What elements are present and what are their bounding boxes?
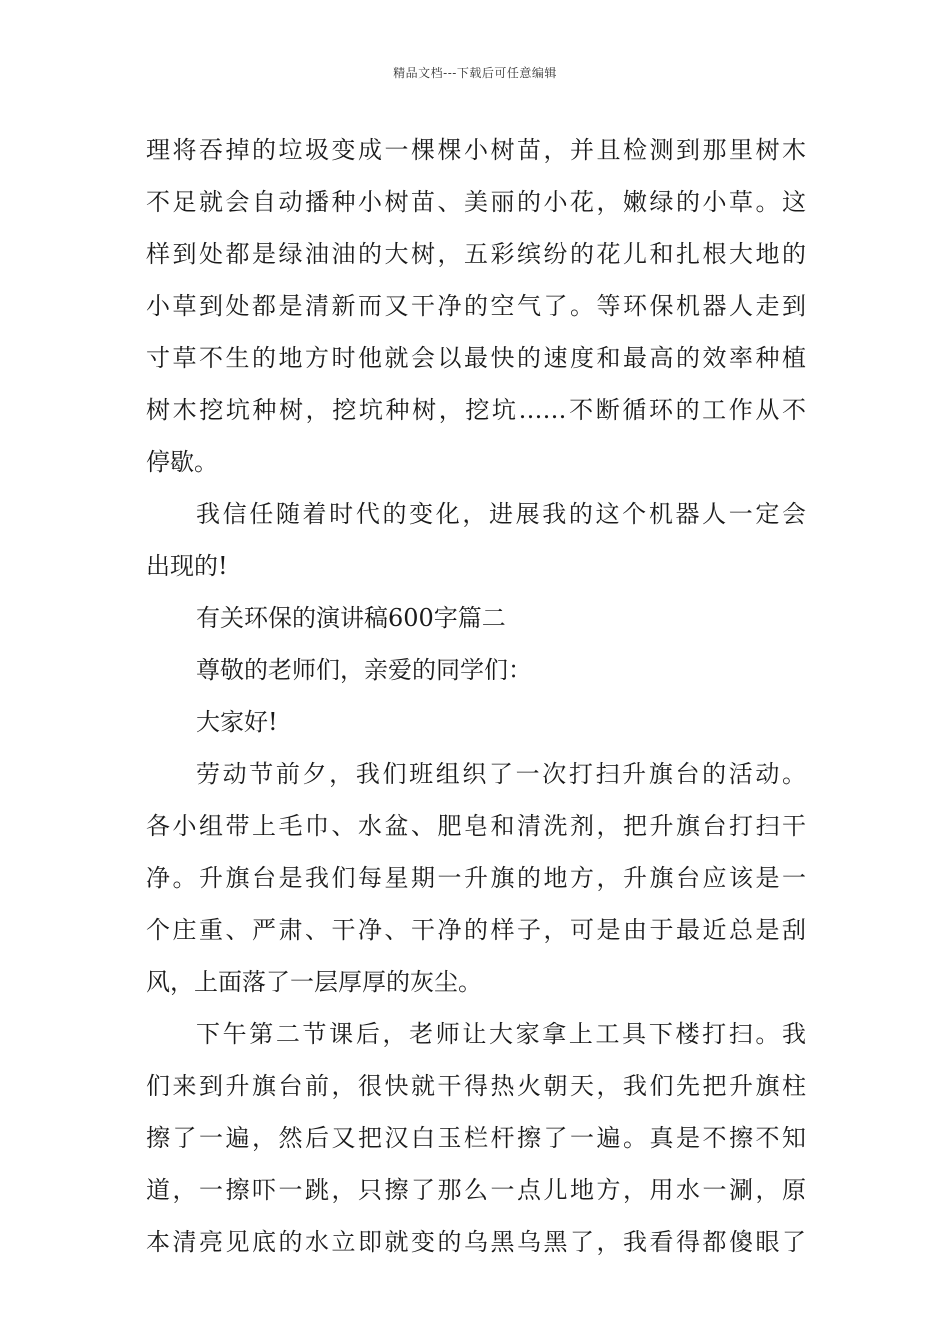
- text-line: 寸草不生的地方时他就会以最快的速度和最高的效率种植: [146, 344, 806, 372]
- text-line: 个庄重、严肃、干净、干净的样子，可是由于最近总是刮: [146, 916, 806, 944]
- text-line: 小草到处都是清新而又干净的空气了。等环保机器人走到: [146, 292, 806, 320]
- text-line: 净。升旗台是我们每星期一升旗的地方，升旗台应该是一: [146, 864, 806, 892]
- text-line: 理将吞掉的垃圾变成一棵棵小树苗，并且检测到那里树木: [146, 136, 806, 164]
- text-line: 本清亮见底的水立即就变的乌黑乌黑了，我看得都傻眼了: [146, 1228, 806, 1256]
- page-header: 精品文档---下载后可任意编辑: [393, 66, 557, 80]
- text-line: 样到处都是绿油油的大树，五彩缤纷的花儿和扎根大地的: [146, 240, 806, 268]
- text-line: 树木挖坑种树，挖坑种树，挖坑……不断循环的工作从不: [146, 396, 806, 424]
- text-line: 擦了一遍，然后又把汉白玉栏杆擦了一遍。真是不擦不知: [146, 1124, 806, 1152]
- text-line: 大家好!: [196, 708, 278, 736]
- text-line: 各小组带上毛巾、水盆、肥皂和清洗剂，把升旗台打扫干: [146, 812, 806, 840]
- text-line: 风，上面落了一层厚厚的灰尘。: [146, 968, 482, 996]
- text-line: 道，一擦吓一跳，只擦了那么一点儿地方，用水一涮，原: [146, 1176, 806, 1204]
- text-line: 们来到升旗台前，很快就干得热火朝天，我们先把升旗柱: [146, 1072, 806, 1100]
- text-line: 劳动节前夕，我们班组织了一次打扫升旗台的活动。: [196, 760, 806, 788]
- text-line: 不足就会自动播种小树苗、美丽的小花，嫩绿的小草。这: [146, 188, 806, 216]
- text-line: 尊敬的老师们，亲爱的同学们：: [196, 656, 532, 684]
- text-line: 出现的!: [146, 552, 228, 580]
- text-line: 我信任随着时代的变化，进展我的这个机器人一定会: [196, 500, 806, 528]
- body-text: [146, 124, 806, 1268]
- text-line: 停歇。: [146, 448, 218, 476]
- text-line: 下午第二节课后，老师让大家拿上工具下楼打扫。我: [196, 1020, 806, 1048]
- text-line: 有关环保的演讲稿600字篇二: [196, 604, 506, 632]
